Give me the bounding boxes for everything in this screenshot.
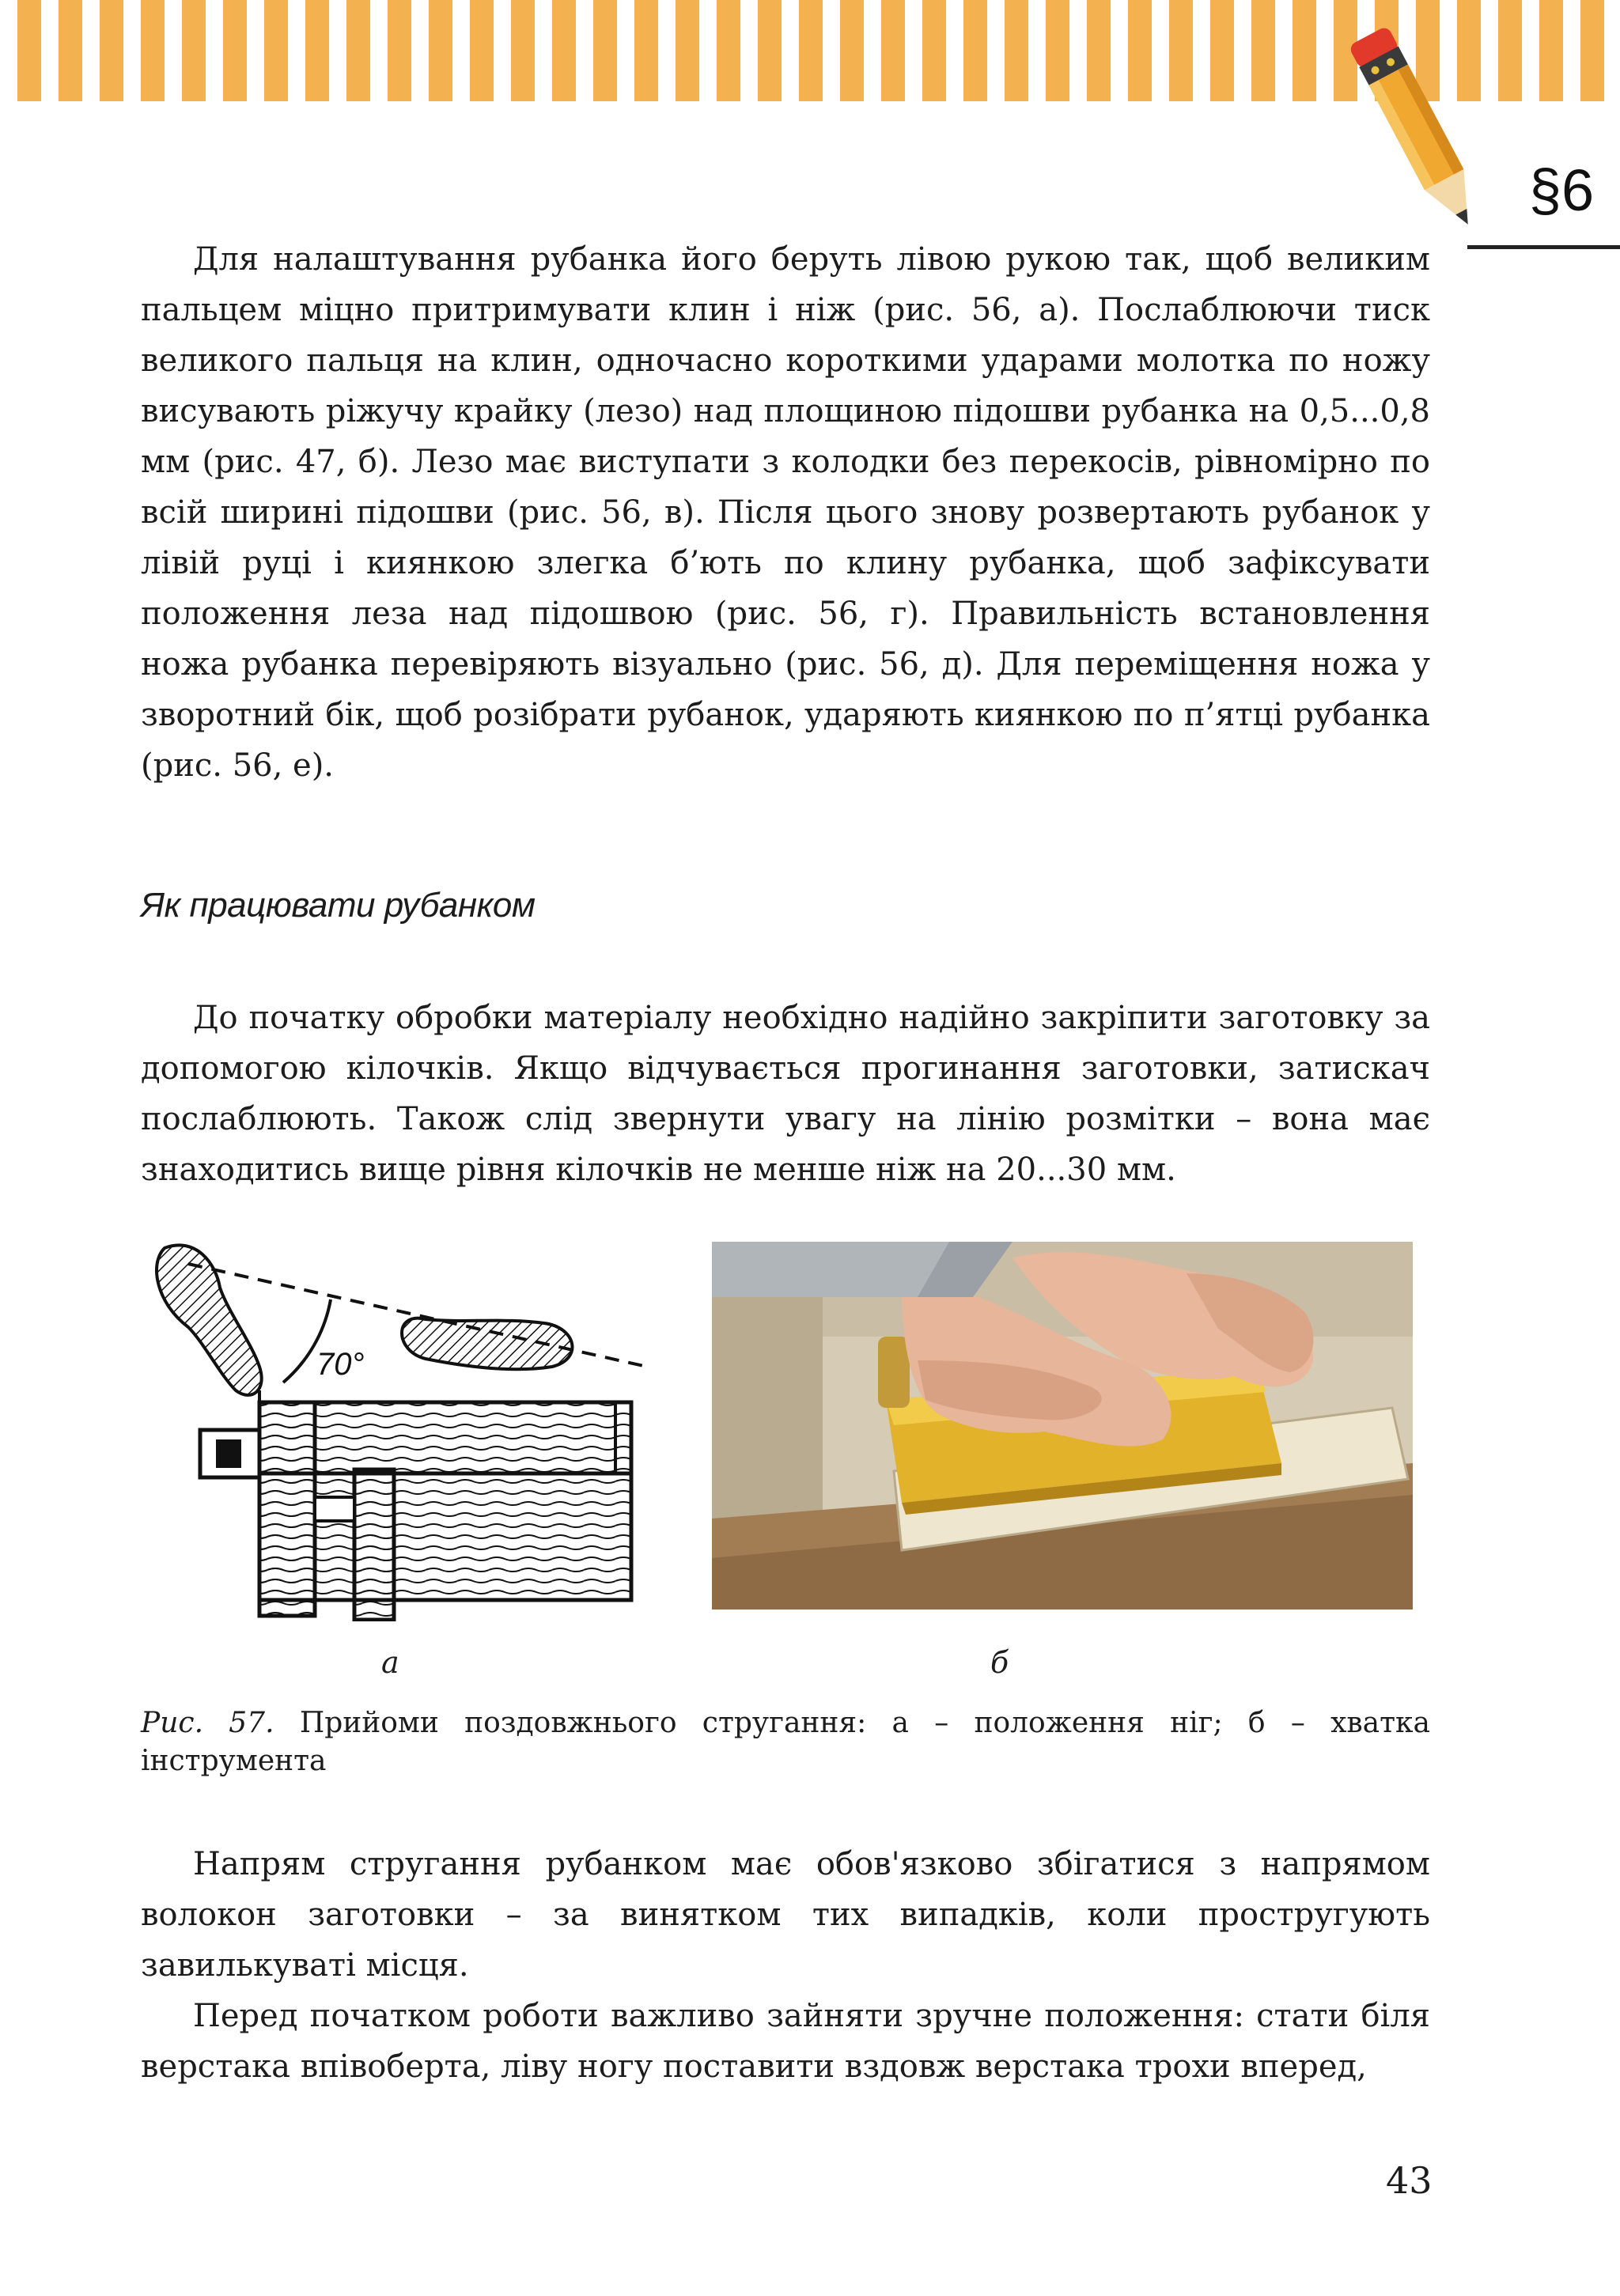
section-heading: Як працювати рубанком	[141, 886, 536, 925]
pencil-icon	[1345, 8, 1487, 245]
paragraph-body-position: Перед початком роботи важливо зайняти зручне положення: стати біля верстака впівоберта, ліву ногу поставити вздовж верстака трохи вперед,	[141, 1998, 1430, 2085]
plane-grip-photo	[712, 1242, 1413, 1609]
figure-caption	[141, 1704, 1430, 1780]
caption-figure-ref: Рис. 57.	[141, 1707, 274, 1739]
paragraph-plane-setup: Для налаштування рубанка його беруть лівою рукою так, щоб великим пальцем міцно притримувати клин і ніж (рис. 56, а). Послаблюючи тиск великого пальця на клин, одночасно короткими ударами молотка по ножу висувають ріжучу крайку (лезо) над площиною підошви рубанка на 0,5...0,8 мм (рис. 47, б). Лезо має виступати з колодки без перекосів, рівномірно по всій ширині підошви (рис. 56, в). Після цього знову розвертають рубанок у лівій руці і киянкою злегка б’ють по клину рубанка, щоб зафіксувати положення леза над підошвою (рис. 56, г). Правильність встановлення ножа рубанка перевіряють візуально (рис. 56, д). Для переміщення ножа у зворотний бік, щоб розібрати рубанок, ударяють киянкою по п’ятці рубанка (рис. 56, е).	[141, 241, 1430, 784]
paragraph-workpiece-fixing: До початку обробки матеріалу необхідно надійно закріпити заготовку за допомогою кілочків. Якщо відчувається прогинання заготовки, затискач послаблюють. Також слід звернути увагу на лінію розмітки – вона має знаходитись вище рівня кілочків не менше ніж на 20...30 мм.	[141, 1000, 1430, 1188]
paragraph-planing-direction: Напрям стругання рубанком має обов'язково збігатися з напрямом волокон заготовки – за винятком тих випадків, коли простругують завилькуваті місця.	[141, 1846, 1430, 1984]
figure-label-b: б	[990, 1645, 1009, 1680]
page-number: 43	[1386, 2159, 1433, 2202]
section-divider	[1467, 245, 1620, 249]
figure-b-photo-plane-grip	[712, 1242, 1413, 1609]
figure-label-a: а	[381, 1645, 399, 1680]
angle-label: 70°	[316, 1347, 365, 1382]
caption-text: Прийоми поздовжнього стругання: а – положення ніг; б – хватка інструмента	[141, 1707, 1430, 1777]
section-number: §6	[1528, 157, 1595, 223]
figure-a-foot-position-drawing	[141, 1232, 647, 1621]
